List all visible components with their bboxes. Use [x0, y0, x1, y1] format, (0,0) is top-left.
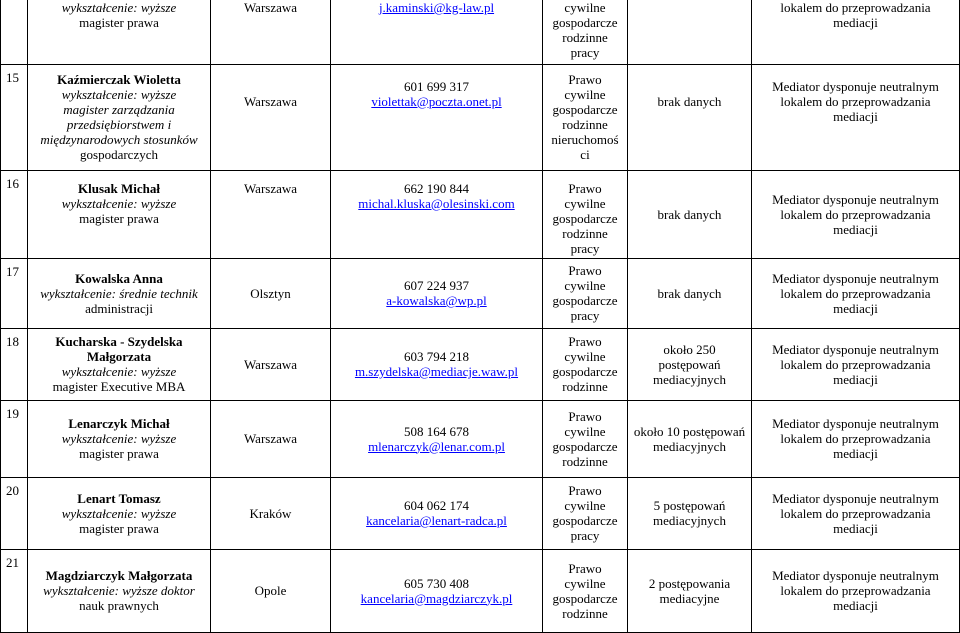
- note-line: mediacji: [833, 520, 878, 536]
- mediator-name: Kaźmierczak Wioletta: [57, 72, 181, 87]
- contact-cell: [331, 64, 543, 170]
- specialty-cell: [543, 400, 628, 477]
- mediator-name: Klusak Michał: [78, 180, 160, 196]
- education-line: wykształcenie: wyższe: [61, 0, 177, 15]
- note-line: Mediator dysponuje neutralnym: [772, 78, 939, 94]
- city: Warszawa: [243, 0, 298, 15]
- experience-cell: [628, 400, 752, 477]
- specialty-cell: [543, 64, 628, 170]
- specialty-line: cywilne: [564, 349, 606, 364]
- city: Kraków: [249, 505, 292, 521]
- experience-cell: [628, 64, 752, 170]
- education-line: wykształcenie: średnie technik: [40, 285, 198, 301]
- experience-line: mediacyjne: [659, 590, 720, 606]
- note-line: mediacji: [833, 446, 878, 461]
- contact-cell: [331, 400, 543, 477]
- city: Warszawa: [243, 180, 298, 196]
- mediator-cell: [28, 477, 211, 549]
- education-line: wykształcenie: wyższe doktor: [43, 583, 195, 598]
- note-line: mediacji: [833, 15, 878, 30]
- specialty-cell: [543, 0, 628, 64]
- city-cell: [211, 0, 331, 64]
- specialty-line: rodzinne: [562, 117, 608, 132]
- row-number: 20: [6, 482, 19, 498]
- specialty-line: ci: [580, 147, 590, 162]
- experience-line: 5 postępowań: [653, 498, 726, 513]
- specialty-line: cywilne: [564, 0, 606, 15]
- education-line: magister prawa: [79, 210, 159, 226]
- phone-number: 603 794 218: [404, 349, 469, 364]
- specialty-line: rodzinne: [562, 453, 608, 469]
- specialty-cell: [543, 477, 628, 549]
- row-number: 19: [6, 405, 19, 421]
- note-line: lokalem do przeprowadzania: [780, 0, 931, 15]
- table-row: [1, 0, 960, 64]
- note-line: lokalem do przeprowadzania: [780, 206, 931, 222]
- row-number-cell: [1, 64, 28, 170]
- mediator-name: Lenart Tomasz: [77, 490, 161, 506]
- email-link[interactable]: mlenarczyk@lenar.com.pl: [368, 438, 505, 454]
- specialty-line: pracy: [570, 528, 600, 543]
- city: Warszawa: [243, 431, 298, 446]
- education-line: wykształcenie: wyższe: [61, 431, 177, 446]
- contact-cell: [331, 170, 543, 258]
- education-line: wykształcenie: wyższe: [61, 195, 177, 211]
- note-line: lokalem do przeprowadzania: [780, 93, 931, 109]
- mediator-cell: [28, 328, 211, 400]
- specialty-line: cywilne: [564, 575, 606, 591]
- education-line: magister prawa: [79, 446, 159, 461]
- note-cell: [752, 328, 960, 400]
- row-number: 18: [6, 333, 19, 349]
- experience-line: brak danych: [657, 93, 722, 109]
- email-link[interactable]: m.szydelska@mediacje.waw.pl: [354, 364, 519, 379]
- experience-cell: [628, 170, 752, 258]
- city-cell: [211, 477, 331, 549]
- specialty-line: gospodarcze: [552, 513, 618, 528]
- specialty-line: gospodarcze: [552, 364, 618, 379]
- email-link[interactable]: kancelaria@lenart-radca.pl: [366, 513, 507, 528]
- note-line: Mediator dysponuje neutralnym: [772, 191, 939, 207]
- note-cell: [752, 400, 960, 477]
- specialty-line: gospodarcze: [552, 102, 618, 117]
- city-cell: [211, 170, 331, 258]
- experience-line: postępowań: [658, 356, 721, 372]
- note-line: lokalem do przeprowadzania: [780, 431, 931, 446]
- note-cell: [752, 170, 960, 258]
- mediator-cell: [28, 549, 211, 632]
- row-number-cell: [1, 549, 28, 632]
- phone-number: 508 164 678: [404, 423, 469, 439]
- table-row: [1, 64, 960, 170]
- specialty-cell: [543, 258, 628, 328]
- note-line: Mediator dysponuje neutralnym: [772, 270, 939, 286]
- city-cell: [211, 328, 331, 400]
- specialty-cell: [543, 328, 628, 400]
- specialty-line: pracy: [570, 308, 600, 323]
- table-row: [1, 477, 960, 549]
- email-link[interactable]: michal.kluska@olesinski.com: [358, 195, 515, 211]
- row-number-cell: [1, 170, 28, 258]
- note-line: lokalem do przeprowadzania: [780, 285, 931, 301]
- note-line: mediacji: [833, 221, 878, 237]
- city: Warszawa: [243, 356, 298, 372]
- experience-cell: [628, 549, 752, 632]
- specialty-line: Prawo: [568, 180, 602, 196]
- experience-cell: [628, 477, 752, 549]
- city: Opole: [254, 583, 287, 598]
- note-line: Mediator dysponuje neutralnym: [772, 490, 939, 506]
- row-number-cell: [1, 0, 28, 64]
- education-line: przedsiębiorstwem i: [66, 117, 172, 132]
- experience-line: brak danych: [657, 206, 722, 222]
- phone-number: 605 730 408: [404, 575, 469, 591]
- education-line: magister Executive MBA: [52, 379, 186, 394]
- education-line: wykształcenie: wyższe: [61, 87, 177, 102]
- table-row: [1, 258, 960, 328]
- note-line: lokalem do przeprowadzania: [780, 356, 931, 372]
- specialty-line: cywilne: [564, 278, 606, 293]
- row-number: 16: [6, 175, 19, 191]
- table-row: [1, 170, 960, 258]
- phone-number: 607 224 937: [404, 278, 469, 293]
- row-number: 21: [6, 554, 19, 570]
- specialty-cell: [543, 170, 628, 258]
- specialty-line: gospodarcze: [552, 438, 618, 454]
- specialty-line: Prawo: [568, 408, 602, 424]
- note-cell: [752, 64, 960, 170]
- education-line: wykształcenie: wyższe: [61, 364, 177, 379]
- contact-cell: [331, 549, 543, 632]
- education-line: magister prawa: [79, 15, 159, 30]
- specialty-line: gospodarcze: [552, 15, 618, 30]
- specialty-line: rodzinne: [562, 30, 608, 45]
- note-line: Mediator dysponuje neutralnym: [772, 416, 939, 431]
- education-line: wykształcenie: wyższe: [61, 505, 177, 521]
- phone-number: 601 699 317: [404, 78, 469, 94]
- education-line: magister zarządzania: [63, 102, 175, 117]
- city-cell: [211, 258, 331, 328]
- mediator-name: Kowalska Anna: [75, 270, 163, 286]
- note-line: Mediator dysponuje neutralnym: [772, 341, 939, 357]
- mediator-cell: [28, 64, 211, 170]
- note-line: mediacji: [833, 598, 878, 613]
- specialty-line: cywilne: [564, 498, 606, 513]
- city-cell: [211, 400, 331, 477]
- education-line: administracji: [85, 300, 153, 316]
- note-cell: [752, 477, 960, 549]
- experience-line: mediacyjnych: [653, 371, 726, 387]
- note-cell: [752, 549, 960, 632]
- note-cell: [752, 258, 960, 328]
- table-row: [1, 400, 960, 477]
- contact-cell: [331, 477, 543, 549]
- mediator-cell: [28, 258, 211, 328]
- note-line: mediacji: [833, 300, 878, 316]
- table-row: [1, 549, 960, 632]
- mediator-name: Magdziarczyk Małgorzata: [45, 568, 193, 583]
- specialty-line: rodzinne: [562, 379, 608, 394]
- mediator-name: Lenarczyk Michał: [68, 416, 170, 431]
- contact-cell: [331, 328, 543, 400]
- experience-cell: [628, 328, 752, 400]
- experience-line: około 10 postępowań: [633, 423, 746, 439]
- note-line: Mediator dysponuje neutralnym: [772, 568, 939, 583]
- specialty-line: Prawo: [568, 334, 602, 349]
- phone-number: 662 190 844: [404, 180, 469, 196]
- education-line: nauk prawnych: [79, 598, 159, 613]
- phone-number: 604 062 174: [404, 498, 469, 513]
- specialty-line: gospodarcze: [552, 590, 618, 606]
- mediator-cell: [28, 0, 211, 64]
- row-number: 17: [6, 263, 19, 279]
- email-link[interactable]: violettak@poczta.onet.pl: [371, 93, 502, 109]
- contact-cell: [331, 0, 543, 64]
- experience-line: mediacyjnych: [653, 513, 726, 528]
- mediators-table-body: [1, 0, 960, 632]
- specialty-line: cywilne: [564, 87, 606, 102]
- mediator-name: Kucharska - Szydelska Małgorzata: [55, 334, 183, 364]
- contact-cell: [331, 258, 543, 328]
- experience-line: około 250: [663, 341, 716, 357]
- row-number: 15: [6, 69, 19, 85]
- email-link[interactable]: a-kowalska@wp.pl: [386, 293, 487, 308]
- education-line: magister prawa: [79, 520, 159, 536]
- experience-cell: [628, 258, 752, 328]
- note-line: lokalem do przeprowadzania: [780, 505, 931, 521]
- email-link[interactable]: kancelaria@magdziarczyk.pl: [360, 590, 513, 606]
- experience-line: 2 postępowania: [648, 575, 731, 591]
- city-cell: [211, 64, 331, 170]
- experience-line: mediacyjnych: [653, 438, 726, 454]
- row-number-cell: [1, 328, 28, 400]
- mediator-cell: [28, 400, 211, 477]
- specialty-line: Prawo: [568, 560, 602, 576]
- specialty-line: gospodarcze: [552, 210, 618, 226]
- specialty-line: cywilne: [564, 195, 606, 211]
- note-line: mediacji: [833, 371, 878, 387]
- experience-cell: [628, 0, 752, 64]
- education-line: gospodarczych: [80, 147, 158, 162]
- specialty-line: Prawo: [568, 483, 602, 498]
- email-link[interactable]: j.kaminski@kg-law.pl: [378, 0, 495, 15]
- specialty-line: nieruchomoś: [551, 132, 619, 147]
- specialty-cell: [543, 549, 628, 632]
- specialty-line: cywilne: [564, 423, 606, 439]
- row-number-cell: [1, 400, 28, 477]
- specialty-line: Prawo: [568, 263, 602, 278]
- mediator-cell: [28, 170, 211, 258]
- row-number-cell: [1, 258, 28, 328]
- note-line: lokalem do przeprowadzania: [780, 583, 931, 598]
- specialty-line: rodzinne: [562, 605, 608, 621]
- note-cell: [752, 0, 960, 64]
- table-row: [1, 328, 960, 400]
- specialty-line: gospodarcze: [552, 293, 618, 308]
- city: Warszawa: [243, 93, 298, 109]
- education-line: międzynarodowych stosunków: [40, 132, 198, 147]
- specialty-line: pracy: [570, 240, 600, 256]
- experience-line: brak danych: [657, 285, 722, 301]
- note-line: mediacji: [833, 108, 878, 124]
- specialty-line: rodzinne: [562, 225, 608, 241]
- specialty-line: pracy: [570, 45, 600, 60]
- city: Olsztyn: [250, 285, 291, 301]
- row-number-cell: [1, 477, 28, 549]
- specialty-line: Prawo: [568, 72, 602, 87]
- city-cell: [211, 549, 331, 632]
